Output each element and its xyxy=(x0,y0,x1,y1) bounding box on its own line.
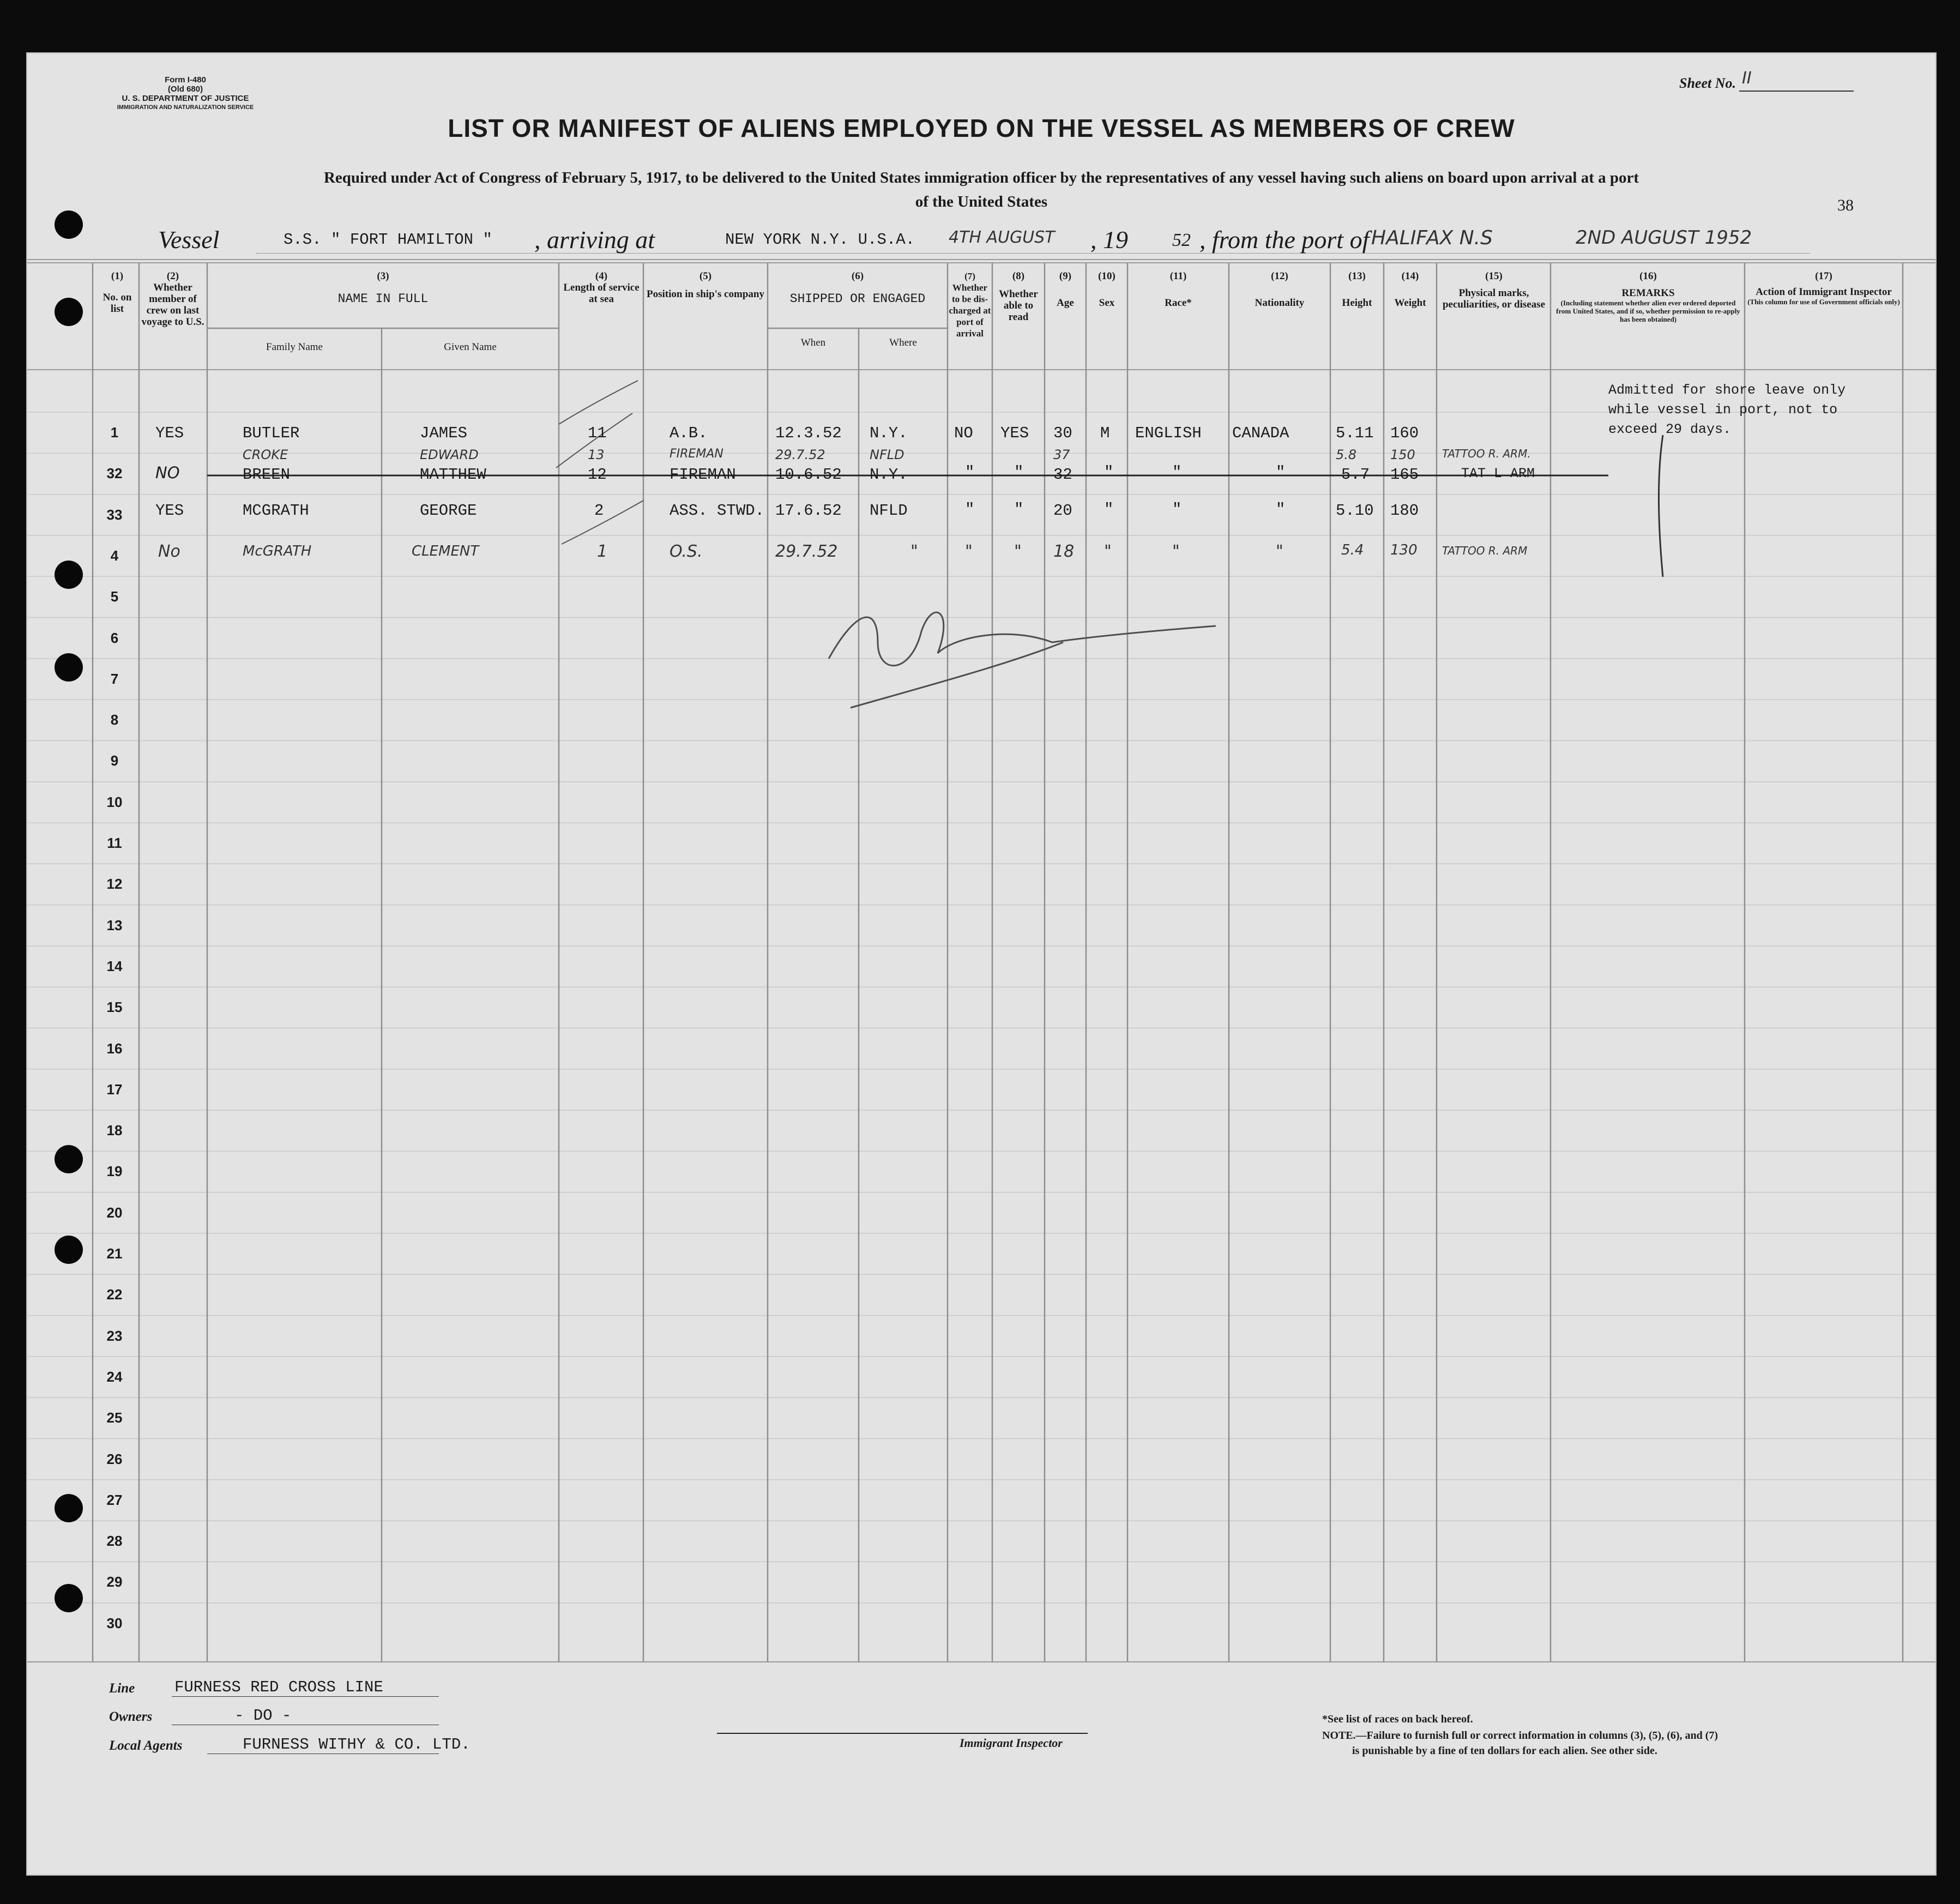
crew-2-service-correction: 13 xyxy=(588,447,605,462)
row-number: 24 xyxy=(106,1368,123,1385)
row-number: 18 xyxy=(106,1122,123,1139)
crew-2-nationality: " xyxy=(1276,463,1286,481)
department-name: U. S. DEPARTMENT OF JUSTICE xyxy=(122,94,249,103)
row-number: 28 xyxy=(106,1533,123,1550)
crew-4-shipped-where: " xyxy=(910,542,918,561)
crew-2-height-correction: 5.8 xyxy=(1336,447,1357,462)
crew-2-given-name: MATTHEW xyxy=(420,466,486,484)
binder-hole xyxy=(55,1236,83,1264)
subtitle-line-1: Required under Act of Congress of February 5, 1917, to be delivered to the United States immigration officer by the representatives of any vessel having such aliens on board upon arrival at a port xyxy=(323,169,1639,186)
row-number: 8 xyxy=(110,712,119,728)
crew-4-nationality: " xyxy=(1276,542,1283,561)
crew-1-height: 5.11 xyxy=(1336,424,1374,442)
row-number: 1 xyxy=(110,424,119,441)
col-8-header: (8) Whether able to read xyxy=(999,270,1038,323)
family-name-header: Family Name xyxy=(266,341,323,353)
col-16-header: (16) REMARKS (Including statement whether alien ever ordered deported from United States, and if so, whether permission to re-apply has been obtained) xyxy=(1556,270,1740,323)
crew-2-marks-correction: TATTOO R. ARM. xyxy=(1442,447,1531,460)
crew-2-age-correction: 37 xyxy=(1053,447,1070,462)
row-number: 13 xyxy=(106,917,123,933)
crew-4-shipped-when: 29.7.52 xyxy=(775,542,838,561)
crew-4-discharged: " xyxy=(965,542,973,561)
crew-1-able-read: YES xyxy=(1000,424,1029,442)
crew-2-position: FIREMAN xyxy=(670,466,736,484)
binder-hole xyxy=(55,1494,83,1522)
row-number: 26 xyxy=(106,1450,123,1467)
col-1-header: (1) No. on list xyxy=(102,270,132,315)
row-number: 33 xyxy=(106,506,123,523)
binder-hole xyxy=(55,653,83,682)
crew-1-position: A.B. xyxy=(670,424,708,442)
row-number: 4 xyxy=(110,547,119,564)
crew-1-race: ENGLISH xyxy=(1135,424,1202,442)
remarks-stamp: Admitted for shore leave only while vessel in port, not to exceed 29 days. xyxy=(1608,382,1846,437)
where-header: Where xyxy=(889,337,917,348)
row-number: 7 xyxy=(110,670,119,687)
crew-3-family-name: MCGRATH xyxy=(243,502,309,520)
races-note: *See list of races on back hereof. xyxy=(1322,1713,1473,1725)
crew-4-service: 1 xyxy=(597,542,608,561)
crew-2-marks: TAT L ARM xyxy=(1461,466,1535,481)
service-name: IMMIGRATION AND NATURALIZATION SERVICE xyxy=(117,104,254,111)
crew-2-shipped-when: 10.6.52 xyxy=(775,466,842,484)
crew-4-race: " xyxy=(1172,542,1180,561)
binder-hole xyxy=(55,1145,83,1173)
crew-4-able-read: " xyxy=(1014,542,1022,561)
crew-3-shipped-where: NFLD xyxy=(870,502,908,520)
binder-hole xyxy=(55,1584,83,1612)
penalty-note-1: NOTE.—Failure to furnish full or correct information in columns (3), (5), (6), and (7) xyxy=(1322,1730,1718,1742)
crew-2-position-correction: FIREMAN xyxy=(670,447,723,461)
arrival-date: 4TH AUGUST xyxy=(949,228,1055,247)
row-number: 10 xyxy=(106,793,123,810)
col-14-header: (14) Weight xyxy=(1394,270,1426,309)
subtitle-line-2: of the United States xyxy=(915,193,1048,210)
col-15-header: (15) Physical marks, peculiarities, or disease xyxy=(1442,270,1546,310)
year-label: , 19 xyxy=(1090,226,1128,254)
crew-4-position: O.S. xyxy=(670,542,703,561)
col-4-header: (4) Length of service at sea xyxy=(563,270,640,305)
row-number: 6 xyxy=(110,629,119,646)
crew-3-prev-voyage: YES xyxy=(155,502,184,520)
crew-2-weight: 165 xyxy=(1390,466,1419,484)
crew-4-marks: TATTOO R. ARM xyxy=(1442,544,1528,557)
col-12-header: (12) Nationality xyxy=(1255,270,1305,309)
crew-1-nationality: CANADA xyxy=(1232,424,1289,442)
crew-3-discharged: " xyxy=(965,501,975,519)
col-13-header: (13) Height xyxy=(1342,270,1372,309)
crew-3-race: " xyxy=(1172,501,1182,519)
crew-4-weight: 130 xyxy=(1390,542,1418,558)
line-underline xyxy=(172,1696,439,1697)
crew-2-where-correction: NFLD xyxy=(870,447,904,462)
vessel-label: Vessel xyxy=(158,226,220,254)
inspector-signature-line xyxy=(717,1733,1088,1734)
crew-2-family-correction: CROKE xyxy=(243,447,288,462)
row-number: 9 xyxy=(110,752,119,769)
crew-2-prev-voyage: NO xyxy=(155,463,180,482)
row-number: 27 xyxy=(106,1491,123,1508)
crew-4-age: 18 xyxy=(1053,542,1075,561)
from-port-label: , from the port of xyxy=(1199,226,1370,254)
crew-2-weight-correction: 150 xyxy=(1390,447,1415,462)
signature-scribble xyxy=(829,612,1216,708)
row-number: 22 xyxy=(106,1286,123,1303)
binder-hole xyxy=(55,561,83,589)
year-value: 52 xyxy=(1172,230,1191,250)
crew-4-sex: " xyxy=(1104,542,1112,561)
crew-4-height: 5.4 xyxy=(1341,542,1364,558)
owners-label: Owners xyxy=(109,1709,153,1724)
crew-2-height: 5.7 xyxy=(1341,466,1370,484)
crew-3-shipped-when: 17.6.52 xyxy=(775,502,842,520)
crew-1-given-name: JAMES xyxy=(420,424,468,442)
given-name-header: Given Name xyxy=(444,341,497,353)
crew-2-sex: " xyxy=(1104,463,1114,481)
line-label: Line xyxy=(109,1681,135,1696)
crew-1-shipped-where: N.Y. xyxy=(870,424,908,442)
crew-3-position: ASS. STWD. xyxy=(670,502,765,520)
page-title: LIST OR MANIFEST OF ALIENS EMPLOYED ON THE VESSEL AS MEMBERS OF CREW xyxy=(448,114,1515,142)
crew-1-service: 11 xyxy=(588,424,607,442)
col-11-header: (11) Race* xyxy=(1165,270,1192,309)
departure-date: 2ND AUGUST 1952 xyxy=(1576,227,1752,249)
vessel-line-rule xyxy=(256,253,1810,254)
crew-3-weight: 180 xyxy=(1390,502,1419,520)
crew-1-weight: 160 xyxy=(1390,424,1419,442)
row-number: 32 xyxy=(106,465,123,482)
sheet-number-underline xyxy=(1739,91,1854,92)
crew-3-given-name: GEORGE xyxy=(420,502,477,520)
vessel-name: S.S. " FORT HAMILTON " xyxy=(284,231,492,249)
crew-3-nationality: " xyxy=(1276,501,1286,519)
departure-port: HALIFAX N.S xyxy=(1371,227,1493,249)
row-number: 19 xyxy=(106,1163,123,1180)
arrival-port: NEW YORK N.Y. U.S.A. xyxy=(725,231,915,249)
line-value: FURNESS RED CROSS LINE xyxy=(174,1678,383,1696)
form-number: Form I-480 xyxy=(165,75,206,85)
subtitle xyxy=(164,166,1799,214)
row-number: 12 xyxy=(106,876,123,893)
col-2-header: (2) Whether member of crew on last voyage to U.S. xyxy=(141,270,204,328)
crew-2-service: 12 xyxy=(588,466,607,484)
sheet-number-value: II xyxy=(1742,69,1752,88)
penalty-note-2: is punishable by a fine of ten dollars for each alien. See other side. xyxy=(1352,1745,1657,1757)
row-number: 23 xyxy=(106,1327,123,1344)
col-10-header: (10) Sex xyxy=(1098,270,1115,309)
when-header: When xyxy=(800,337,826,348)
crew-3-service: 2 xyxy=(594,502,604,520)
row-number: 20 xyxy=(106,1204,123,1221)
crew-2-given-correction: EDWARD xyxy=(420,447,479,462)
owners-value: - DO - xyxy=(234,1707,292,1725)
agents-value: FURNESS WITHY & CO. LTD. xyxy=(243,1736,471,1754)
sheet-number-label: Sheet No. xyxy=(1679,75,1736,91)
crew-4-prev-voyage: No xyxy=(158,542,180,561)
crew-2-when-correction: 29.7.52 xyxy=(775,447,825,462)
crew-2-race: " xyxy=(1172,463,1182,481)
col-6-header: (6) SHIPPED OR ENGAGED xyxy=(789,270,926,306)
crew-4-given-name: CLEMENT xyxy=(412,543,479,559)
row-number: 30 xyxy=(106,1614,123,1631)
row-number: 14 xyxy=(106,957,123,974)
crew-2-family-name: BREEN xyxy=(243,466,291,484)
crew-2-age: 32 xyxy=(1053,466,1072,484)
crew-1-family-name: BUTLER xyxy=(243,424,300,442)
binder-hole xyxy=(55,210,83,239)
col-17-header: (17) Action of Immigrant Inspector (This column for use of Government officials only) xyxy=(1747,270,1900,306)
row-number: 11 xyxy=(107,835,122,851)
crew-1-discharged: NO xyxy=(954,424,973,442)
col-5-header: (5) Position in ship's company xyxy=(647,270,764,300)
row-number: 17 xyxy=(106,1081,123,1098)
row-number: 25 xyxy=(106,1409,123,1426)
binder-hole xyxy=(55,298,83,326)
manifest-sheet xyxy=(26,52,1937,1876)
inspector-label: Immigrant Inspector xyxy=(960,1736,1063,1750)
row-number: 29 xyxy=(106,1574,123,1590)
crew-2-shipped-where: N.Y. xyxy=(870,466,908,484)
form-old-number: (Old 680) xyxy=(167,85,203,94)
crew-1-prev-voyage: YES xyxy=(155,424,184,442)
crew-3-sex: " xyxy=(1104,501,1114,519)
crew-4-family-name: McGRATH xyxy=(243,543,312,559)
crew-1-shipped-when: 12.3.52 xyxy=(775,424,842,442)
row-number: 15 xyxy=(106,999,123,1016)
crew-2-able-read: " xyxy=(1014,463,1024,481)
arriving-label: , arriving at xyxy=(534,226,655,254)
col-7-header: (7) Whether to be dis-charged at port of arrival xyxy=(949,271,991,339)
page-number: 38 xyxy=(1837,196,1854,214)
crew-2-discharged: " xyxy=(965,463,975,481)
col-9-header: (9) Age xyxy=(1057,270,1074,309)
crew-1-sex: M xyxy=(1100,424,1110,442)
crew-3-age: 20 xyxy=(1053,502,1072,520)
row-number: 16 xyxy=(106,1040,123,1057)
col-3-header: (3) NAME IN FULL xyxy=(337,270,429,306)
agents-label: Local Agents xyxy=(109,1738,183,1753)
row-number: 21 xyxy=(106,1245,123,1262)
form-identifier xyxy=(104,75,267,112)
crew-3-height: 5.10 xyxy=(1336,502,1374,520)
row-number: 5 xyxy=(110,588,119,605)
crew-3-able-read: " xyxy=(1014,501,1024,519)
crew-1-age: 30 xyxy=(1053,424,1072,442)
